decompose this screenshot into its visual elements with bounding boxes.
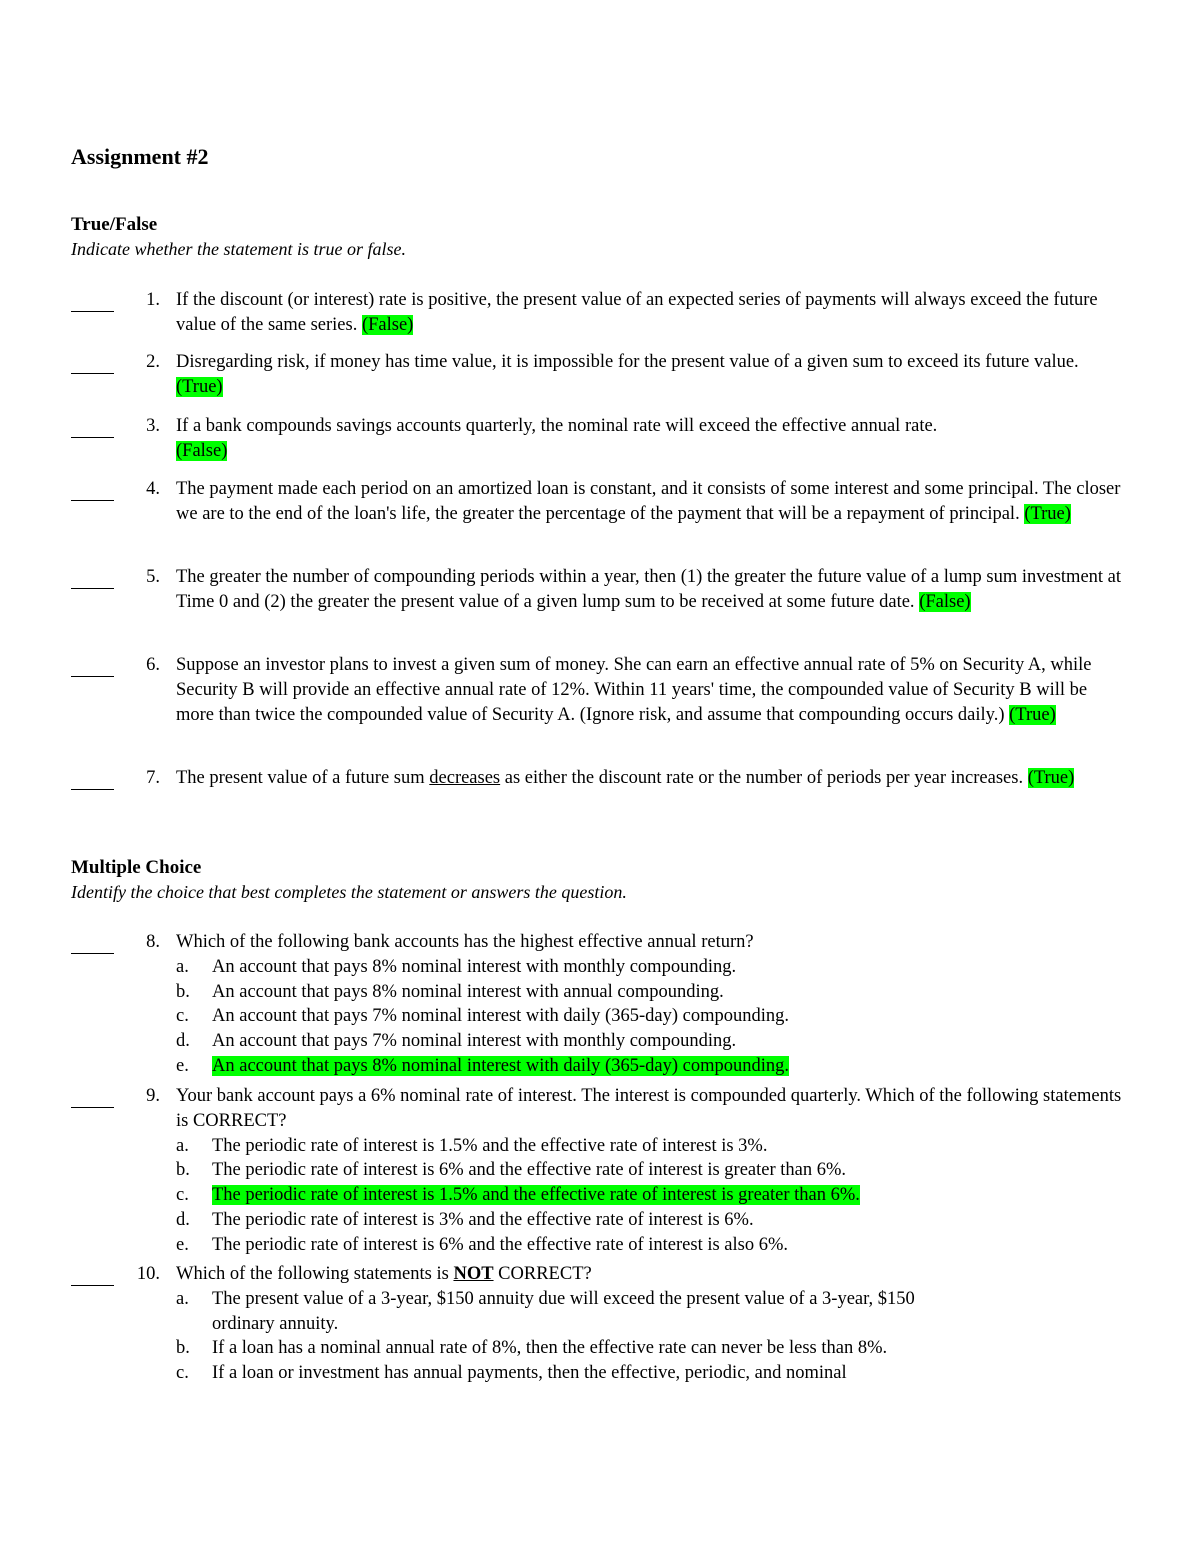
- question-stem: Your bank account pays a 6% nominal rate of interest. The interest is compounded quarterly. Which of the following statements is CORRECT?: [176, 1086, 1122, 1131]
- answer-highlight: (True): [176, 376, 223, 397]
- answer-blank[interactable]: [71, 477, 114, 501]
- answer-highlight: (False): [176, 440, 228, 461]
- choice-a: a. The present value of a 3-year, $150 annuity due will exceed the present value of a 3-year, $150 ordinary annuity.: [176, 1288, 915, 1334]
- answer-blank[interactable]: [71, 1262, 114, 1286]
- choice-b: b. The periodic rate of interest is 6% and the effective rate of interest is greater than 6%.: [176, 1160, 847, 1181]
- answer-highlight: (False): [361, 314, 414, 335]
- answer-blank[interactable]: [71, 288, 114, 312]
- emphasis-not: NOT: [453, 1264, 494, 1284]
- answer-highlight: (True): [1009, 704, 1056, 725]
- choice-c: c. The periodic rate of interest is 1.5% and the effective rate of interest is greater than 6%.: [176, 1185, 860, 1206]
- multiple-choice-instruction: Identify the choice that best completes the statement or answers the question.: [71, 882, 627, 902]
- question-number: 5.: [146, 567, 160, 587]
- choice-e: e. An account that pays 8% nominal interest with daily (365-day) compounding.: [176, 1055, 789, 1076]
- choice-c: c. An account that pays 7% nominal interest with daily (365-day) compounding.: [176, 1006, 789, 1027]
- question-text: The present value of a future sum decreases as either the discount rate or the number of periods per year increases. (True): [176, 768, 1075, 788]
- choice-c: c. If a loan or investment has annual payments, then the effective, periodic, and nominal: [176, 1363, 847, 1384]
- question-stem: Which of the following statements is NOT CORRECT?: [176, 1264, 592, 1284]
- answer-blank[interactable]: [71, 565, 114, 589]
- question-text: [176, 1084, 1126, 1258]
- true-false-heading: True/False: [71, 214, 158, 235]
- question-text: Suppose an investor plans to invest a given sum of money. She can earn an effective annual rate of 5% on Security A, while Security B will provide an effective annual rate of 12%. Within 11 years' time, the compounded value of Security B will be more than twice the compounded value of Security A. (Ignore risk, and assume that compounding occurs daily.) (True): [176, 655, 1092, 725]
- underlined-word: decreases: [429, 768, 501, 788]
- answer-blank[interactable]: [71, 350, 114, 374]
- answer-highlight: An account that pays 8% nominal interest with daily (365-day) compounding.: [212, 1055, 789, 1076]
- choice-b: b. An account that pays 8% nominal interest with annual compounding.: [176, 981, 724, 1002]
- question-text: [176, 1262, 1126, 1386]
- choice-a: a. The periodic rate of interest is 1.5% and the effective rate of interest is 3%.: [176, 1135, 768, 1156]
- answer-blank[interactable]: [71, 1084, 114, 1108]
- question-number: 9.: [146, 1086, 160, 1106]
- true-false-instruction: Indicate whether the statement is true or false.: [71, 239, 406, 259]
- answer-highlight: (False): [919, 591, 971, 612]
- choice-e: e. The periodic rate of interest is 6% and the effective rate of interest is also 6%.: [176, 1234, 789, 1255]
- question-text: If a bank compounds savings accounts quarterly, the nominal rate will exceed the effective annual rate. (False): [176, 416, 938, 461]
- answer-blank[interactable]: [71, 653, 114, 677]
- choice-d: d. The periodic rate of interest is 3% and the effective rate of interest is 6%.: [176, 1209, 754, 1230]
- answer-blank[interactable]: [71, 930, 114, 954]
- question-number: 7.: [146, 768, 160, 788]
- page-title: Assignment #2: [71, 144, 209, 169]
- question-number: 1.: [146, 290, 160, 310]
- choice-a: a. An account that pays 8% nominal interest with monthly compounding.: [176, 956, 737, 977]
- question-text: The payment made each period on an amortized loan is constant, and it consists of some interest and some principal. The closer we are to the end of the loan's life, the greater the percentage of the payment that will be a repayment of principal. (True): [176, 479, 1121, 524]
- question-text: If the discount (or interest) rate is positive, the present value of an expected series of payments will always exceed the future value of the same series. (False): [176, 290, 1098, 335]
- question-number: 2.: [146, 352, 160, 372]
- choice-b: b. If a loan has a nominal annual rate of 8%, then the effective rate can never be less than 8%.: [176, 1338, 888, 1359]
- question-number: 6.: [146, 655, 160, 675]
- question-text: [176, 930, 1126, 1079]
- question-number: 4.: [146, 479, 160, 499]
- question-stem: Which of the following bank accounts has the highest effective annual return?: [176, 932, 754, 952]
- choice-d: d. An account that pays 7% nominal interest with monthly compounding.: [176, 1031, 737, 1052]
- multiple-choice-heading: Multiple Choice: [71, 857, 202, 878]
- answer-highlight: (True): [1027, 768, 1075, 788]
- question-text: Disregarding risk, if money has time value, it is impossible for the present value of a given sum to exceed its future value. (True): [176, 352, 1079, 397]
- question-text: The greater the number of compounding periods within a year, then (1) the greater the future value of a lump sum investment at Time 0 and (2) the greater the present value of a given lump sum to be received at some future date. (False): [176, 567, 1122, 612]
- answer-highlight: (True): [1024, 503, 1071, 524]
- question-number: 3.: [146, 416, 160, 436]
- answer-blank[interactable]: [71, 414, 114, 438]
- question-number: 10.: [136, 1264, 160, 1284]
- question-number: 8.: [146, 932, 160, 952]
- answer-highlight: The periodic rate of interest is 1.5% and the effective rate of interest is greater than 6%.: [212, 1185, 860, 1206]
- answer-blank[interactable]: [71, 766, 114, 790]
